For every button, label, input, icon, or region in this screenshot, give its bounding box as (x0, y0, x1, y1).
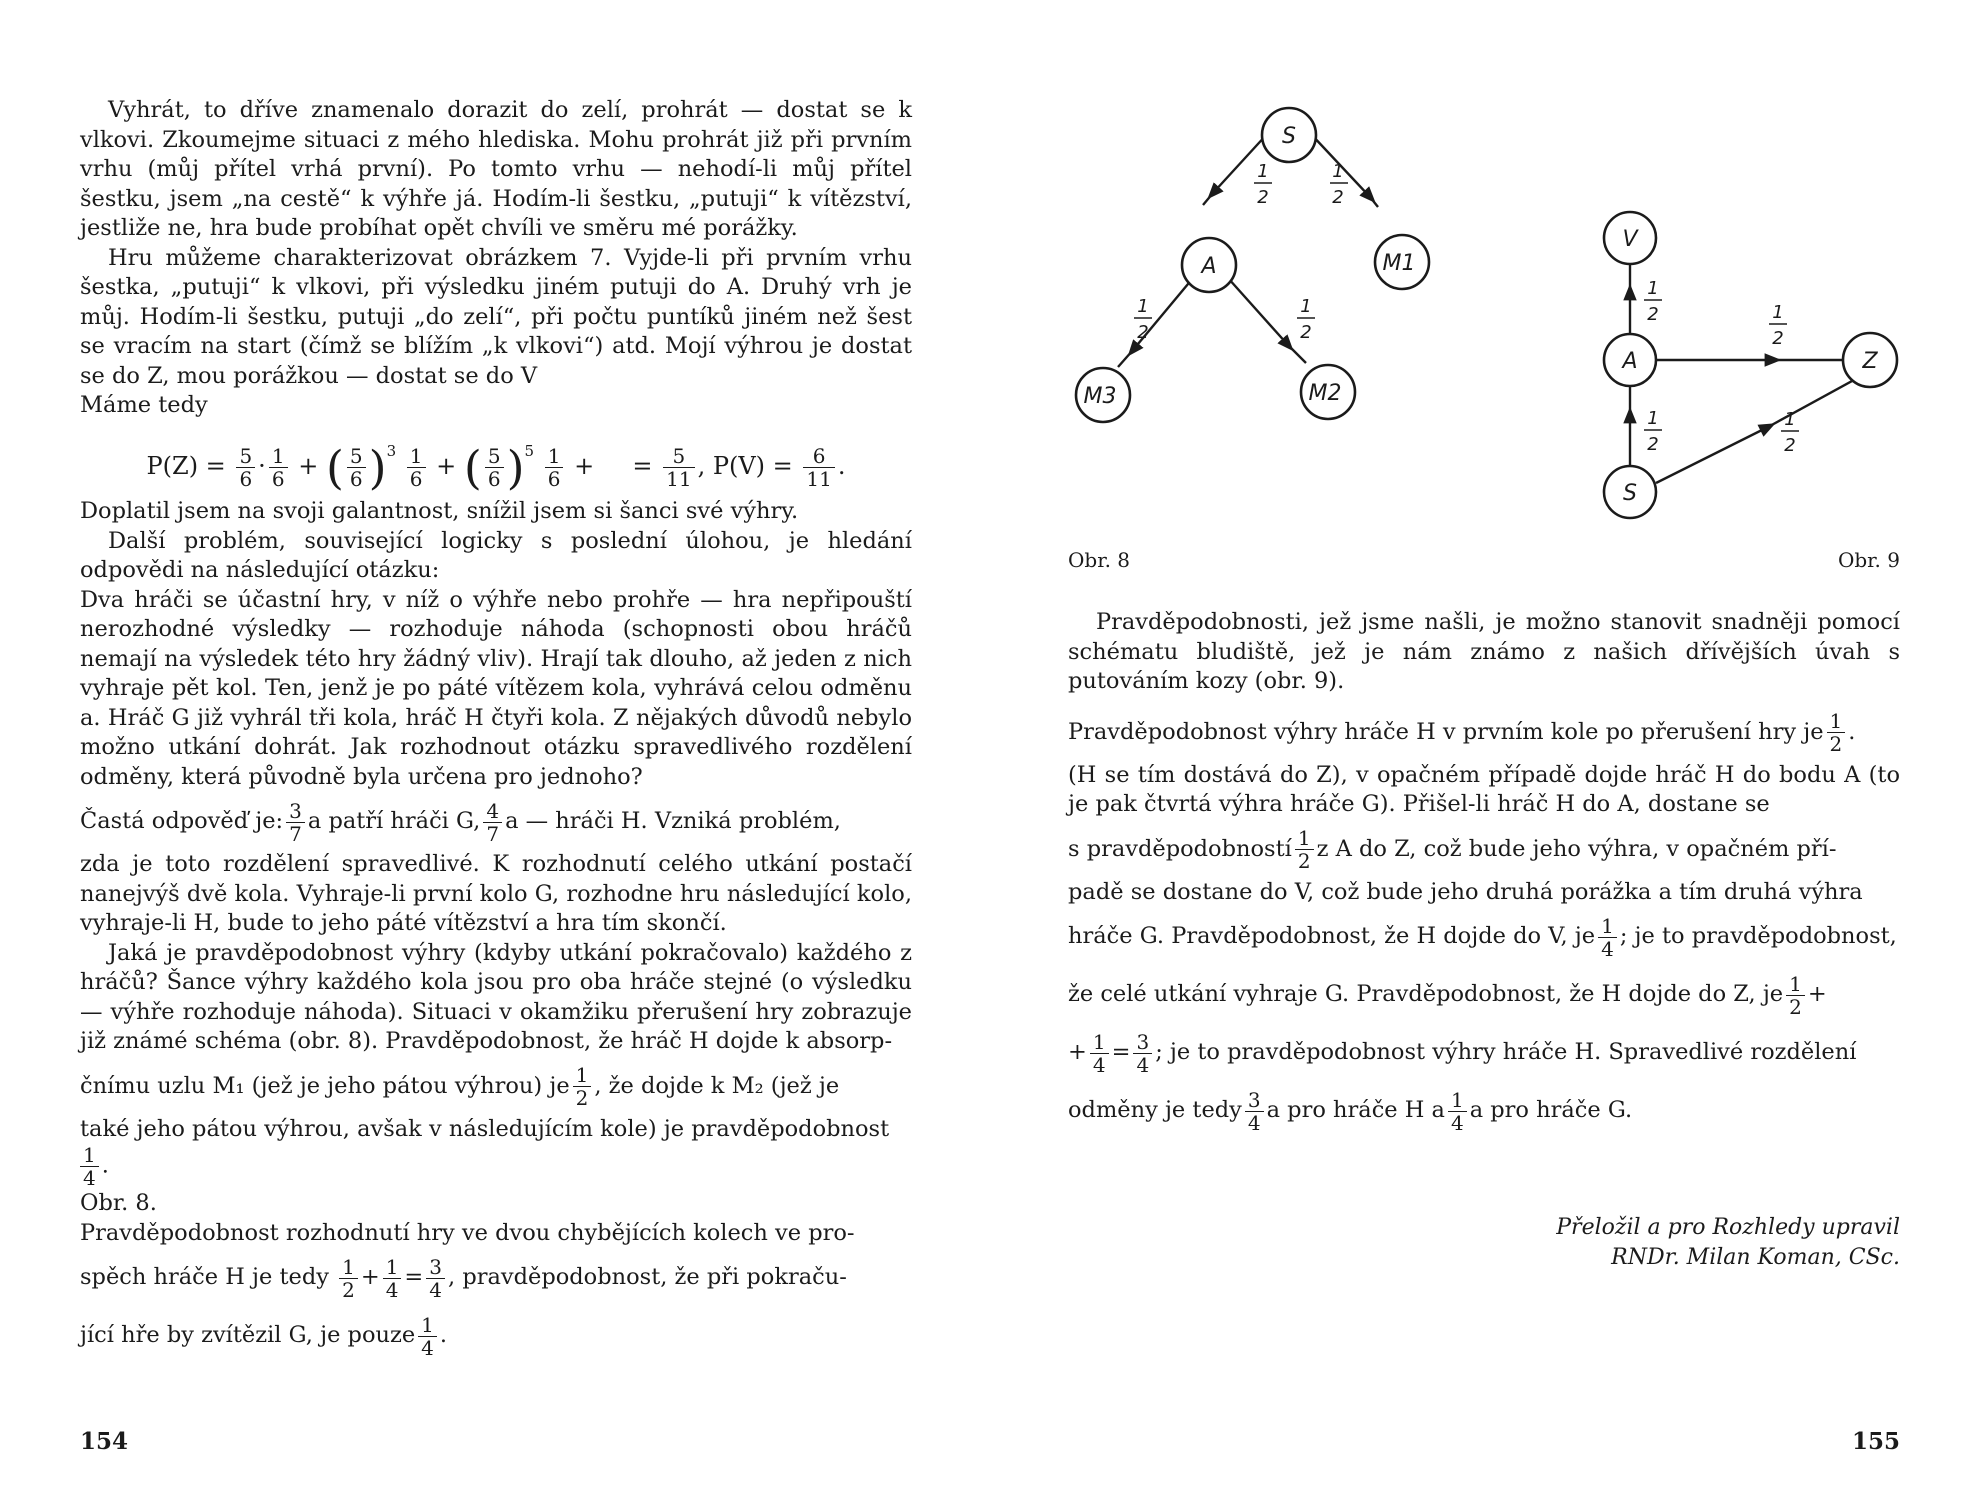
svg-text:1: 1 (1784, 409, 1796, 430)
figure-9-caption: Obr. 9 (1837, 548, 1900, 572)
paragraph: hráče G. Pravděpodobnost, že H dojde do V, je $\frac{1}{4}$ ; je to pravděpodobnost, (1068, 913, 1897, 961)
svg-text:1: 1 (1772, 302, 1784, 323)
left-page (80, 0, 912, 1500)
paragraph: $\frac{1}{4}$ . (80, 1144, 912, 1189)
svg-text:2: 2 (1332, 187, 1344, 208)
svg-text:A: A (1622, 349, 1638, 374)
paragraph: + $\frac{1}{4}$ = $\frac{3}{4}$ ; je to pravděpodobnost výhry hráče H. Spravedlivé rozdělení (1068, 1029, 1857, 1077)
paragraph: Pravděpodobnost výhry hráče H v prvním kole po přerušení hry je $\frac{1}{2}$ . (1068, 709, 1856, 756)
svg-text:1: 1 (1300, 296, 1312, 317)
paragraph: zda je toto rozdělení spravedlivé. K rozhodnutí celého utkání postačí nanejvýš dvě kola. Vyhraje-li první kolo G, rozhodne hru následující kolo, vyhraje-li H, bude to jeho páté vítězství a hra tím skončí. (80, 851, 912, 936)
svg-text:1: 1 (1137, 296, 1149, 317)
paragraph: s pravděpodobností $\frac{1}{2}$ z A do Z, což bude jeho výhra, v opačném pří- (1068, 826, 1837, 873)
svg-text:M3: M3 (1083, 384, 1117, 409)
right-text-block (1068, 608, 1900, 1139)
paragraph: Dva hráči se účastní hry, v níž o výhře nebo prohře — hra nepřipouští nerozhodné výsledky — rozhoduje náhoda (schopnosti obou hráčů nemají na výsledek této hry žádný vliv). Hrají tak dlouho, až jeden z nich vyhraje pět kol. Ten, jenž je po páté vítězem kola, vyhrává celou odměnu a. Hráč G již vyhrál tři kola, hráč H čtyři kola. Z nějakých důvodů nebylo možno utkání dohrát. Jak rozhodnout otázku spravedlivého rozdělení odměny, která původně byla určena pro jednoho? (80, 586, 912, 790)
paragraph: Vyhrát, to dříve znamenalo dorazit do zelí, prohrát — dostat se k vlkovi. Zkoumejme situaci z mého hlediska. Mohu prohrát již při prvním vrhu (můj přítel vrhá první). Po tomto vrhu — nehodí-li můj přítel šestku, jsem „na cestě“ k výhře já. Hodím-li šestku, „putuji“ k vítězství, jestliže ne, hra bude probíhat opět chvíli ve směru mé porážky. (80, 97, 912, 241)
svg-text:2: 2 (1300, 322, 1312, 343)
paragraph: také jeho pátou výhrou, avšak v následujícím kole) je pravděpodobnost (80, 1115, 890, 1142)
page-number: 154 (80, 1428, 129, 1455)
svg-text:1: 1 (1647, 408, 1659, 429)
paragraph: odměny je tedy $\frac{3}{4}$ a pro hráče H a $\frac{1}{4}$ a pro hráče G. (1068, 1087, 1633, 1135)
svg-text:2: 2 (1647, 434, 1659, 455)
paragraph: jící hře by zvítězil G, je pouze $\frac{1}{4}$ . (80, 1312, 448, 1360)
left-text-block (80, 96, 912, 1364)
paragraph: Hru můžeme charakterizovat obrázkem 7. Vyjde-li při prvním vrhu šestka, „putuji“ k vlkovi, při výsledku jiném putuji do A. Druhý vrh je můj. Hodím-li šestku, putuji „do zelí“, při počtu puntíků jiném než šest se vracím na start (čímž se blížím „k vlkovi“) atd. Mojí výhrou je dostat se do Z, mou porážkou — dostat se do V (80, 244, 912, 389)
svg-text:2: 2 (1257, 187, 1269, 208)
svg-text:1: 1 (1332, 161, 1344, 182)
svg-text:V: V (1622, 227, 1638, 252)
svg-text:2: 2 (1647, 304, 1659, 325)
paragraph: že celé utkání vyhraje G. Pravděpodobnost, že H dojde do Z, je $\frac{1}{2}$ + (1068, 971, 1827, 1019)
svg-text:1: 1 (1257, 161, 1269, 182)
figure-9-maze (1528, 200, 1900, 520)
svg-text:S: S (1623, 481, 1637, 506)
paragraph: Častá odpověď je: $\frac{3}{7}$ a patří hráči G, $\frac{4}{7}$ a — hráči H. Vzniká problém, (80, 798, 841, 846)
signature: Přeložil a pro Rozhledy upravil RNDr. Milan Koman, CSc. (1556, 1215, 1900, 1270)
svg-text:2: 2 (1772, 328, 1784, 349)
figure-8-caption: Obr. 8 (1068, 548, 1131, 572)
paragraph: Pravděpodobnost rozhodnutí hry ve dvou chybějících kolech ve pro- (80, 1219, 855, 1246)
right-page (1068, 0, 1900, 1500)
paragraph: padě se dostane do V, což bude jeho druhá porážka a tím druhá výhra (1068, 878, 1863, 905)
svg-text:Z: Z (1862, 349, 1878, 374)
figure-8-tree (1068, 95, 1416, 435)
svg-text:1: 1 (1647, 278, 1659, 299)
paragraph: (H se tím dostává do Z), v opačném případě dojde hráč H do bodu A (to je pak čtvrtá výhra hráče G). Přišel-li hráč H do A, dostane se (1068, 761, 1900, 817)
paragraph: spěch hráče H je tedy $\frac{1}{2}$ + $\frac{1}{4}$ = $\frac{3}{4}$ , pravděpodobnost, že při pokraču- (80, 1254, 847, 1302)
svg-text:S: S (1282, 124, 1296, 149)
formula-pz: P(Z) = $\frac{5}{6}$ · $\frac{1}{6}$ + ( $\frac{5}{6}$ )$^3$ $\frac{1}{6}$ + ( $\frac{5}{6}$ )$^5$ $\frac{1}{6}$ + = $\frac{5}{11}$ , P(V) = $\frac{6}{11}$ . (146, 440, 846, 494)
page-number: 155 (1851, 1428, 1900, 1455)
svg-text:M2: M2 (1308, 381, 1342, 406)
obr-label: Obr. 8. (80, 1190, 157, 1216)
svg-text:A: A (1201, 254, 1217, 279)
svg-text:2: 2 (1137, 322, 1149, 343)
svg-text:M1: M1 (1382, 251, 1416, 276)
paragraph: Další problém, související logicky s poslední úlohou, je hledání odpovědi na následující otázku: (80, 527, 912, 583)
paragraph: Doplatil jsem na svoji galantnost, snížil jsem si šanci své výhry. (80, 498, 799, 524)
paragraph: čnímu uzlu M₁ (jež je jeho pátou výhrou) je $\frac{1}{2}$ , že dojde k M₂ (jež je (80, 1063, 840, 1110)
paragraph: Pravděpodobnosti, jež jsme našli, je možno stanovit snadněji pomocí schématu bludiště, jež je nám známo z našich dřívějších úvah s putováním kozy (obr. 9). (1068, 609, 1900, 694)
paragraph: Jaká je pravděpodobnost výhry (kdyby utkání pokračovalo) každého z hráčů? Šance výhry každého kola jsou pro oba hráče stejné (o výsledku — výhře rozhoduje náhoda). Situaci v okamžiku přerušení hry zobrazuje již známé schéma (obr. 8). Pravděpodobnost, že hráč H dojde k absorp- (80, 939, 912, 1054)
svg-text:2: 2 (1784, 435, 1796, 456)
paragraph: Máme tedy (80, 392, 208, 418)
